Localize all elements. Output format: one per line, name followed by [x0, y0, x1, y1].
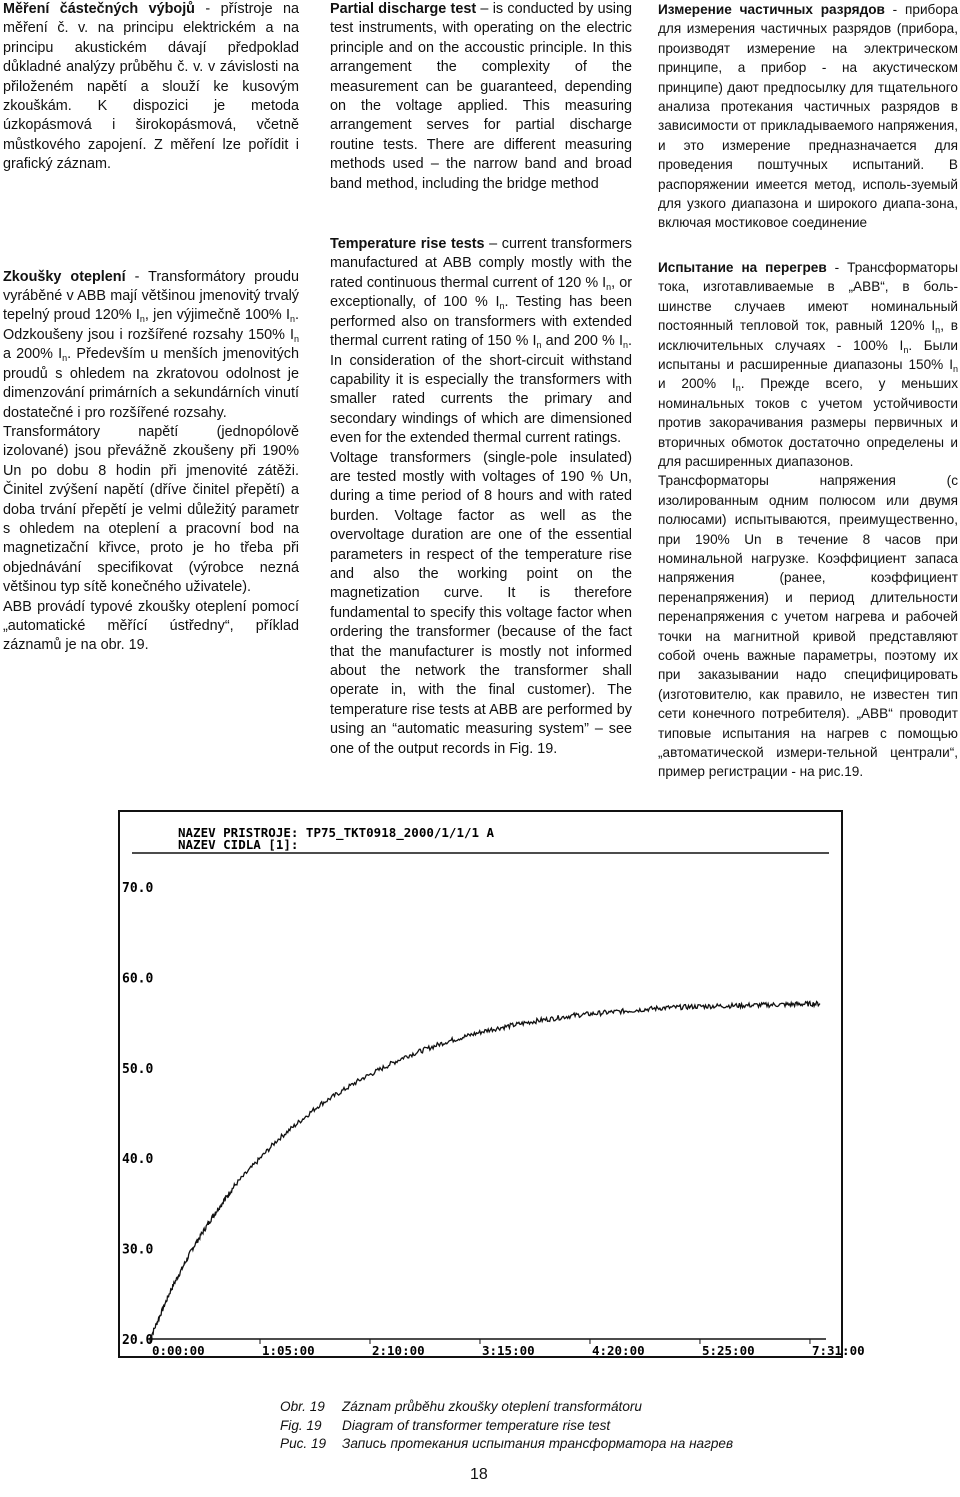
ru-partial-discharge-text: - прибора для измерения частичных разрядов (прибора, производят измерение на электрическом принципе, а прибор - на акустическом принципе) дают предпосылку для тщательного анализа протекания частичных разрядов в зависимости от прикладываемого напряжения, и это измерение предназначается для проведения поштучных испытаний. В распоряжении имеется метод, исполь-зуемый для узкого диапазона и широкого диапа-зона, включая мостиковое соединение [658, 2, 958, 231]
figure-caption [280, 1398, 780, 1454]
ru-tr-text-d: и 200% I [658, 376, 736, 392]
temperature-series-line [150, 1002, 820, 1340]
x-tick-label: 5:25:00 [701, 1343, 755, 1358]
subscript-n: n [536, 340, 542, 351]
caption-ru-text: Запись протекания испытания трансформатора на нагрев [342, 1436, 734, 1452]
ru-temperature-rise-paragraph [658, 258, 958, 471]
y-tick-label: 40.0 [122, 1152, 154, 1168]
caption-cz-label: Obr. 19 [280, 1399, 325, 1414]
caption-en-text: Diagram of transformer temperature rise test [342, 1417, 611, 1433]
figure-header-sensor-name: NAZEV CIDLA [1]: [178, 837, 299, 852]
cz-temperature-rise-title: Zkoušky oteplení [3, 268, 126, 285]
subscript-n: n [499, 301, 505, 312]
caption-cz-text: Záznam průběhu zkoušky oteplení transformátoru [342, 1399, 642, 1414]
column-czech [3, 0, 299, 656]
page-number: 18 [470, 1466, 488, 1483]
en-temperature-rise-title: Temperature rise tests [330, 236, 485, 253]
y-axis-ticks [122, 881, 153, 1348]
caption-ru-label: Рис. 19 [280, 1436, 327, 1452]
ru-tr-text-a: - Трансформаторы тока, изготавливаемые в „ABB“, в боль-шинстве случаев имеют номинальный постоянный тепловой ток, равный 120% I [658, 259, 959, 334]
caption-en-label: Fig. 19 [280, 1417, 322, 1433]
caption-czech [280, 1398, 780, 1417]
cz-abb-paragraph: ABB provádí typové zkoušky oteplení pomocí „automatické měřící ústředny“, příklad záznamů je na obr. 19. [3, 598, 299, 654]
figure-header-device-name: NAZEV PRISTROJE: TP75_TKT0918_2000/1/1/1 A [178, 825, 495, 840]
ru-tr-text-e: . Прежде всего, у меньших номинальных токов с учетом устойчивости против закорачивания размеры первичных и вторичных обмоток достаточно определены и для расширенных диапазонов. [658, 376, 958, 469]
en-tr-text-b: , or exceptionally, of 100 % I [330, 274, 632, 311]
x-tick-label: 1:05:00 [261, 1343, 315, 1358]
cz-partial-discharge-paragraph [3, 0, 299, 175]
cz-voltage-transformer-paragraph: Transformátory napětí (jednopólově izolované) jsou převážně zkoušeny při 190% Un po dobu 8 hodin při jmenovité zátěži. Činitel zvýšení napětí (dříve činitel přepětí) a doba trvání přepětí je velmi důležitý parametr s ohledem na oteplení a pracovní bod na magnetizační křivce, proto je ho třeba při objednávání specifikovat (výrobce nezná většinou typ sítě konečného uživatele). [3, 423, 299, 596]
en-partial-discharge-title: Partial discharge test [330, 1, 477, 17]
y-tick-label: 30.0 [122, 1242, 154, 1258]
x-tick-label: 2:10:00 [371, 1343, 425, 1358]
y-tick-label: 60.0 [122, 971, 154, 987]
en-voltage-transformer-paragraph: Voltage transformers (single-pole insulated) are tested mostly with voltages of 190 % Un, during a time period of 8 hours and with rated burden. Voltage factor as well as the overvoltage duration are one of the essential parameters in respect of the temperature rise and also the working point on the magnetization curve. It is therefore fundamental to specify this voltage factor when ordering the transformer (because of the fact that the manufacturer is mostly not informed about the network the transformer shall operate in, with the final customer). The temperature rise tests at ABB are performed by using an “automatic measuring system” – see one of the output records in Fig. 19. [330, 449, 632, 757]
en-temperature-rise-paragraph [330, 235, 632, 448]
cz-tr-text-a: - Transformátory proudu vyráběné v ABB mají většinou jmenovitý trvalý tepelný proud 120% I [3, 268, 299, 324]
temperature-rise-chart [120, 812, 865, 1358]
en-partial-discharge-paragraph [330, 0, 632, 194]
subscript-n: n [139, 314, 145, 325]
cz-tr-text-b: , jen výjimečně 100% I [144, 307, 290, 324]
caption-russian [280, 1435, 780, 1454]
x-tick-label: 4:20:00 [591, 1343, 645, 1358]
subscript-n: n [952, 363, 958, 374]
subscript-n: n [935, 325, 941, 336]
subscript-n: n [606, 281, 612, 292]
en-partial-discharge-text: – is conducted by using test instruments, with operating on the electric principle and on the accoustic principle. In this arrangement the complexity of the measurement can be guaranteed, depending on the voltage applied. This measuring arrangement serves for partial discharge routine tests. There are different measuring methods used – the narrow band and broad band method, including the bridge method [330, 1, 632, 192]
x-tick-label: 0:00:00 [152, 1343, 205, 1358]
cz-tr-text-d: a 200% I [3, 346, 63, 363]
ru-partial-discharge-title: Измерение частичных разрядов [658, 2, 885, 17]
ru-tr-text-b: , в исключительных случаях - 100% I [658, 318, 959, 353]
column-russian [658, 0, 958, 782]
x-tick-label: 3:15:00 [481, 1343, 535, 1358]
cz-partial-discharge-text: - přístroje na měření č. v. na principu elektrickém a na principu akustickém dávají předpoklad důkladné analýzy průběhu č. v. v závislosti na přiloženém napětí a slouží ke kusovým zkouškám. K dispozici je metoda úzkopásmová i širokopásmová, včetně můstkového zapojení. Z měření lze pořídit i grafický záznam. [3, 1, 299, 173]
ru-partial-discharge-paragraph [658, 0, 958, 233]
subscript-n: n [622, 340, 628, 351]
subscript-n: n [293, 333, 299, 344]
en-tr-text-d: and 200 % I [541, 333, 623, 350]
column-english [330, 0, 632, 759]
ru-temperature-rise-title: Испытание на перегрев [658, 259, 827, 275]
cz-tr-text-c: . Odzkoušeny jsou i rozšířené rozsahy 150% I [3, 307, 299, 343]
en-tr-text-e: . In consideration of the short-circuit withstand capability it is especially the transformers with smaller rated currents the primary and secondary windings of which are dimensioned even for the extended thermal current ratings. [330, 333, 632, 447]
subscript-n: n [735, 383, 741, 394]
cz-temperature-rise-paragraph [3, 268, 299, 423]
y-tick-label: 70.0 [122, 881, 154, 896]
caption-english [280, 1417, 780, 1436]
cz-tr-text-e: . Především u menších jmenovitých proudů s ohledem na zkratovou odolnost je dimenzování primárních a sekundárních vinutí dostatečné i pro rozšířené rozsahy. [3, 346, 299, 421]
en-tr-text-c: . Testing has been performed also on transformers with extended thermal current rating of 150 % I [330, 294, 632, 350]
cz-partial-discharge-title: Měření částečných výbojů [3, 1, 195, 17]
x-tick-label: 7:31:00 [811, 1343, 865, 1358]
x-axis-ticks [150, 1339, 865, 1358]
ru-voltage-transformer-paragraph: Трансформаторы напряжения (с изолированным одним полюсом или двумя полюсами) испытываются, преимущественно, при 190% Un в течение 8 часов при номинальной нагрузке. Коэффициент запаса напряжения (ранее, коэффициент перенапряжения) и период длительности перенапряжения с учетом нагрева и рабочей точки на магнитной кривой представляют собой очень важные параметры, поэтому их при заказывании надо специфицировать (изготовителю, как правило, не известен тип сети конечного потребителя). „ABB“ проводит типовые испытания на нагрев с помощью „автоматической измери-тельной централи“, пример регистрации - на рис.19. [658, 473, 958, 780]
ru-tr-text-c: . Были испытаны и расширенные диапазоны 150% I [658, 337, 958, 372]
y-tick-label: 50.0 [122, 1061, 154, 1077]
temperature-rise-figure [118, 810, 865, 1358]
y-tick-label: 20.0 [122, 1333, 154, 1348]
subscript-n: n [62, 353, 68, 364]
subscript-n: n [289, 314, 295, 325]
en-tr-text-a: – current transformers manufactured at ABB comply mostly with the rated continuous thermal current of 120 % I [330, 236, 632, 291]
subscript-n: n [903, 344, 909, 355]
